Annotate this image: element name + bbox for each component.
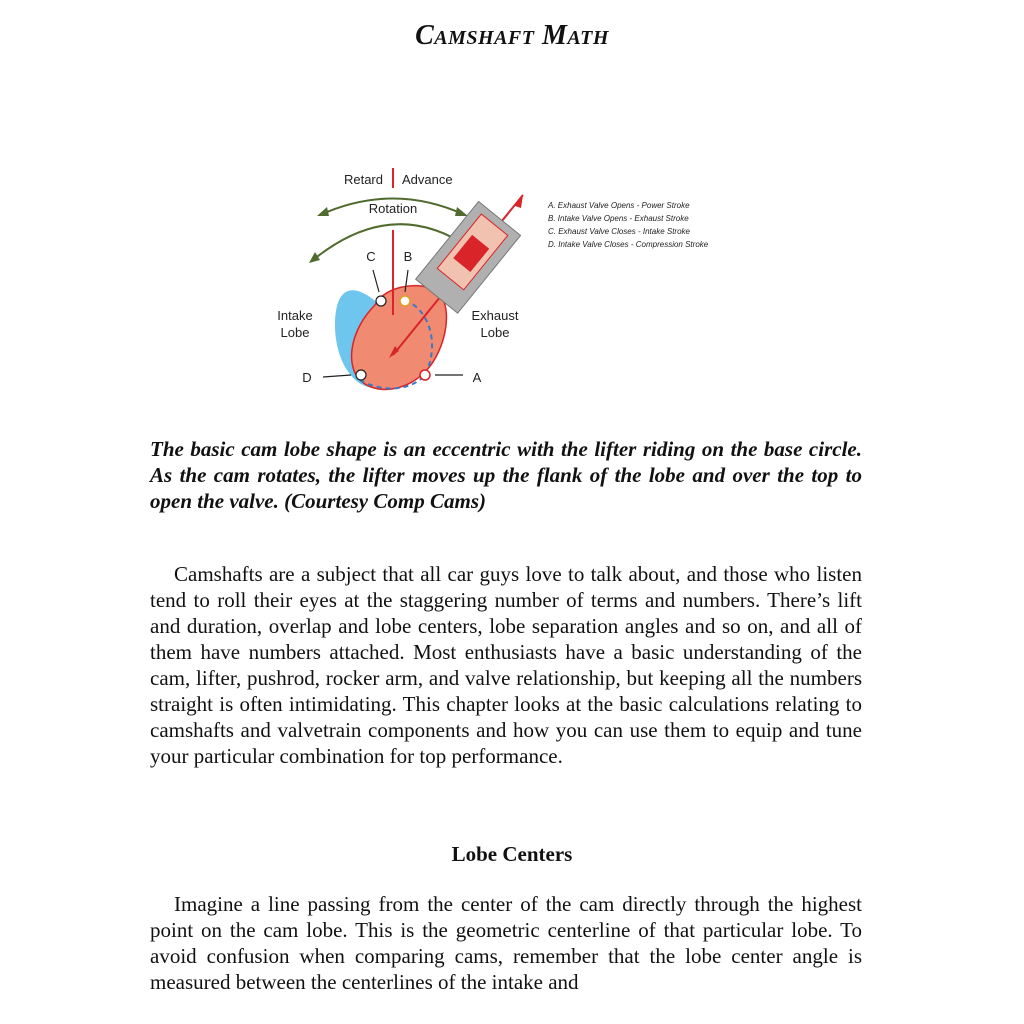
lifter-axis-arrow-icon xyxy=(515,195,523,208)
point-c-label: C xyxy=(366,249,376,264)
cam-lobe-figure xyxy=(265,160,745,400)
point-d-pointer xyxy=(323,375,351,377)
figure-caption: The basic cam lobe shape is an eccentric with the lifter riding on the base circle. As the cam rotates, the lifter moves up the flank of the lobe and over the top to open the valve. (Courtesy Comp Cams) xyxy=(150,437,862,513)
body-paragraph-2: Imagine a line passing from the center of the cam directly through the highest point on the cam lobe. This is the geometric centerline of that particular lobe. To avoid confusion when comparing cams, remember that the lobe center angle is measured between the centerlines of the intake and xyxy=(150,892,862,994)
advance-label: Advance xyxy=(402,172,453,187)
key-item-a: A. Exhaust Valve Opens - Power Stroke xyxy=(548,201,690,210)
intake-lobe-label-line1: Intake xyxy=(277,308,313,323)
key-item-d: D. Intake Valve Closes - Compression Stroke xyxy=(548,240,709,249)
point-a-marker xyxy=(420,370,430,380)
point-a-label: A xyxy=(472,370,482,385)
key-item-c: C. Exhaust Valve Closes - Intake Stroke xyxy=(548,227,690,236)
point-b-marker xyxy=(400,296,410,306)
page-title: Camshaft Math xyxy=(415,20,609,51)
cam-lobe-diagram xyxy=(265,160,745,400)
rotation-label: Rotation xyxy=(368,201,418,216)
section-heading: Lobe Centers xyxy=(451,842,573,866)
point-c-marker xyxy=(376,296,386,306)
retard-label: Retard xyxy=(343,172,383,187)
point-d-marker xyxy=(356,370,366,380)
rotation-arrow-left-icon xyxy=(317,207,329,216)
key-item-b: B. Intake Valve Opens - Exhaust Stroke xyxy=(548,214,689,223)
exhaust-lobe-label-line2: Lobe xyxy=(480,325,510,340)
body-paragraph-1: Camshafts are a subject that all car guys love to talk about, and those who listen tend to roll their eyes at the staggering number of terms and numbers. There’s lift and duration, overlap and lobe centers, lobe separation angles and so on, and all of them have numbers attached. Most enthusiasts have a basic understanding of the cam, lifter, pushrod, rocker arm, and valve relationship, but keeping all the numbers straight is often intimidating. This chapter looks at the basic calculations relating to camshafts and valvetrain components and how you can use them to equip and tune your particular combination for top performance. xyxy=(150,562,862,768)
outer-arc-arrow-icon xyxy=(309,252,320,263)
point-c-pointer xyxy=(373,270,379,292)
rotation-arrow-right-icon xyxy=(455,207,468,216)
point-d-label: D xyxy=(302,370,312,385)
intake-lobe-label-line2: Lobe xyxy=(280,325,310,340)
point-b-label: B xyxy=(403,249,413,264)
exhaust-lobe-label-line1: Exhaust xyxy=(471,308,519,323)
